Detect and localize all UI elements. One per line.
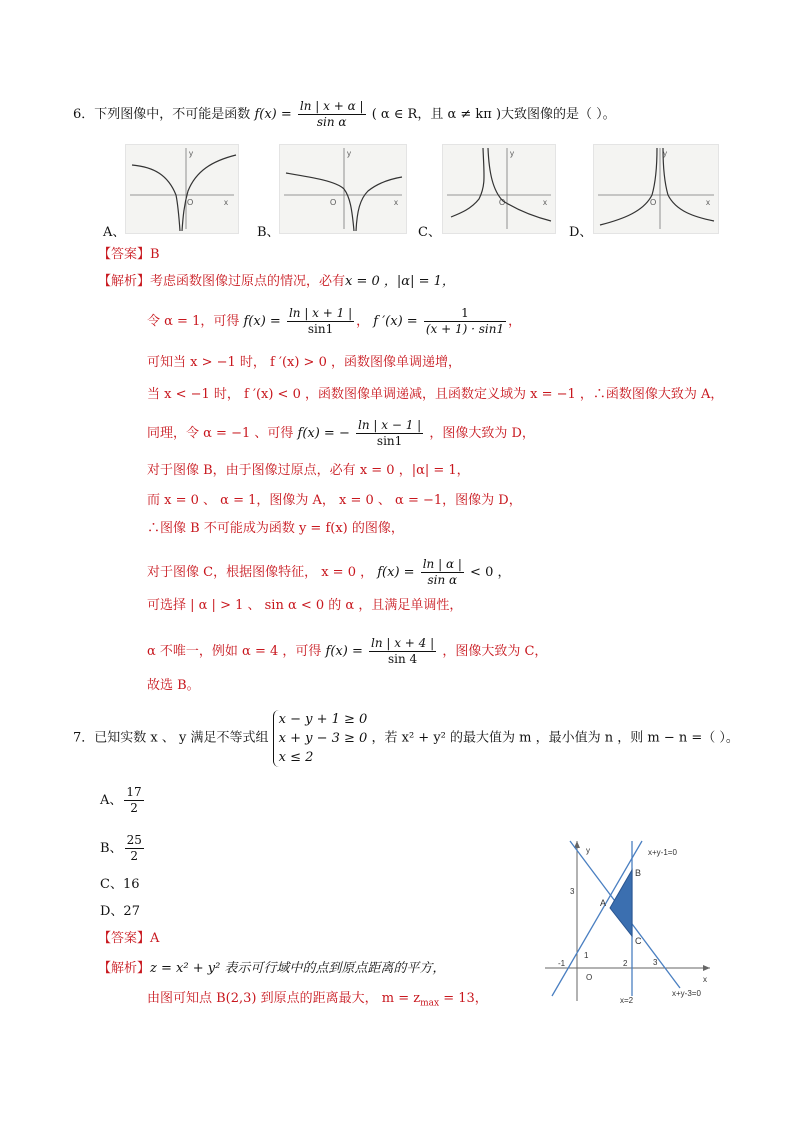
svg-text:x: x: [224, 198, 228, 207]
q6-analysis-line-1: 【解析】考虑函数图像过原点的情况，必有x = 0 ，|α| = 1，: [98, 274, 455, 289]
q6-stem: 6．下列图像中，不可能是函数 f(x) = $\frac{\ln | x + \alpha |}{\text{sin α}}$ ( α ∈ R，且 α ≠ kπ )大致图像的是（ ）。: [73, 99, 616, 129]
svg-text:y: y: [663, 149, 667, 158]
svg-text:x: x: [543, 198, 547, 207]
svg-text:y: y: [586, 846, 590, 855]
svg-text:y: y: [347, 149, 351, 158]
q6-analysis-line-11: α 不唯一，例如 α = 4 ，可得 f(x) = $\frac{\ln | x + 4 |}{\sin 4}$ ，图像大致为 C，: [147, 636, 548, 666]
q7-analysis-line-1: 【解析】z = x² + y² 表示可行域中的点到原点距离的平方，: [98, 961, 446, 976]
svg-text:3: 3: [653, 958, 658, 967]
svg-text:y: y: [510, 149, 514, 158]
q7-option-b: B、 $\frac{25}{2}$: [100, 833, 142, 863]
svg-text:y: y: [189, 149, 193, 158]
option-b-graph: [279, 144, 407, 234]
q7-option-a: A、 $\frac{17}{2}$: [100, 785, 142, 815]
svg-text:x+y-1=0: x+y-1=0: [648, 848, 677, 857]
q6-analysis-line-8: ∴图像 B 不可能成为函数 y = f(x) 的图像，: [147, 521, 404, 536]
q7-option-d: D、27: [100, 904, 140, 919]
svg-text:x+y-3=0: x+y-3=0: [672, 989, 701, 998]
svg-text:2: 2: [623, 959, 628, 968]
option-b-label: B、: [257, 225, 280, 240]
svg-text:C: C: [635, 936, 642, 946]
q6-analysis-line-12: 故选 B。: [147, 678, 200, 693]
option-c-label: C、: [418, 225, 441, 240]
option-d-graph: [593, 144, 719, 234]
option-a-graph: [125, 144, 239, 234]
feasible-triangle: [610, 870, 632, 936]
q6-analysis-line-9: 对于图像 C，根据图像特征， x = 0 ， f(x) = $\frac{\ln | \alpha |}{\text{sin α}}$ < 0 ，: [147, 557, 511, 587]
svg-text:1: 1: [584, 951, 589, 960]
svg-text:O: O: [330, 198, 337, 207]
svg-text:3: 3: [570, 887, 575, 896]
q7-inequality-system: x − y + 1 ≥ 0 x + y − 3 ≥ 0 x ≤ 2: [273, 710, 368, 767]
svg-text:x: x: [706, 198, 710, 207]
q7-answer: 【答案】A: [98, 931, 160, 946]
svg-text:B: B: [635, 868, 642, 878]
q6-analysis-line-6: 对于图像 B，由于图像过原点，必有 x = 0 ，|α| = 1，: [147, 463, 470, 478]
svg-text:O: O: [187, 198, 194, 207]
q6-analysis-line-7: 而 x = 0 、 α = 1，图像为 A， x = 0 、 α = −1，图像为 D，: [147, 493, 522, 508]
q7-number: 7．: [73, 730, 95, 746]
svg-text:A: A: [600, 898, 607, 908]
q7-analysis-line-2: 由图可知点 B(2,3) 到原点的距离最大， $m = z_{max} = 13$，: [147, 991, 488, 1009]
svg-text:x=2: x=2: [620, 996, 634, 1005]
q6-analysis-line-4: 当 x < −1 时， f ′(x) < 0 ，函数图像单调递减，且函数定义域为 x = −1 ，∴函数图像大致为 A，: [147, 387, 724, 402]
q6-analysis-line-5: 同理，令 α = −1 、可得 f(x) = − $\frac{\ln | x - 1 |}{\sin 1}$ ，图像大致为 D，: [147, 418, 535, 448]
q6-function-fraction: $\frac{\ln | x + \alpha |}{\text{sin α}}$: [299, 99, 364, 129]
q6-answer: 【答案】B: [98, 247, 160, 262]
svg-text:x: x: [703, 975, 707, 984]
option-a-label: A、: [103, 225, 126, 240]
option-d-label: D、: [569, 225, 593, 240]
svg-text:O: O: [586, 973, 593, 982]
q6-analysis-line-10: 可选择 | α | > 1 、 sin α < 0 的 α ，且满足单调性，: [147, 598, 463, 613]
svg-text:-1: -1: [558, 959, 566, 968]
q6-analysis-line-2: 令 α = 1，可得 f(x) = $\frac{\ln | x + 1 |}{\sin 1}$ ， f ′(x) = $\frac{1}{(x + 1) \cdot \sin 1}$ ，: [147, 306, 522, 336]
svg-text:O: O: [650, 198, 657, 207]
q6-analysis-line-3: 可知当 x > −1 时， f ′(x) > 0 ，函数图像单调递增，: [147, 355, 461, 370]
svg-text:O: O: [499, 198, 506, 207]
q6-number: 6．: [73, 107, 95, 122]
q7-stem: 7．已知实数 x 、 y 满足不等式组 x − y + 1 ≥ 0 x + y − 3 ≥ 0 x ≤ 2 ，若 x² + y² 的最大值为 m ，最小值为 n ，则 m − n =（ ）。: [73, 712, 739, 765]
option-c-graph: [442, 144, 556, 234]
q7-option-c: C、16: [100, 877, 140, 892]
feasible-region-figure: [540, 836, 720, 1006]
svg-text:x: x: [394, 198, 398, 207]
